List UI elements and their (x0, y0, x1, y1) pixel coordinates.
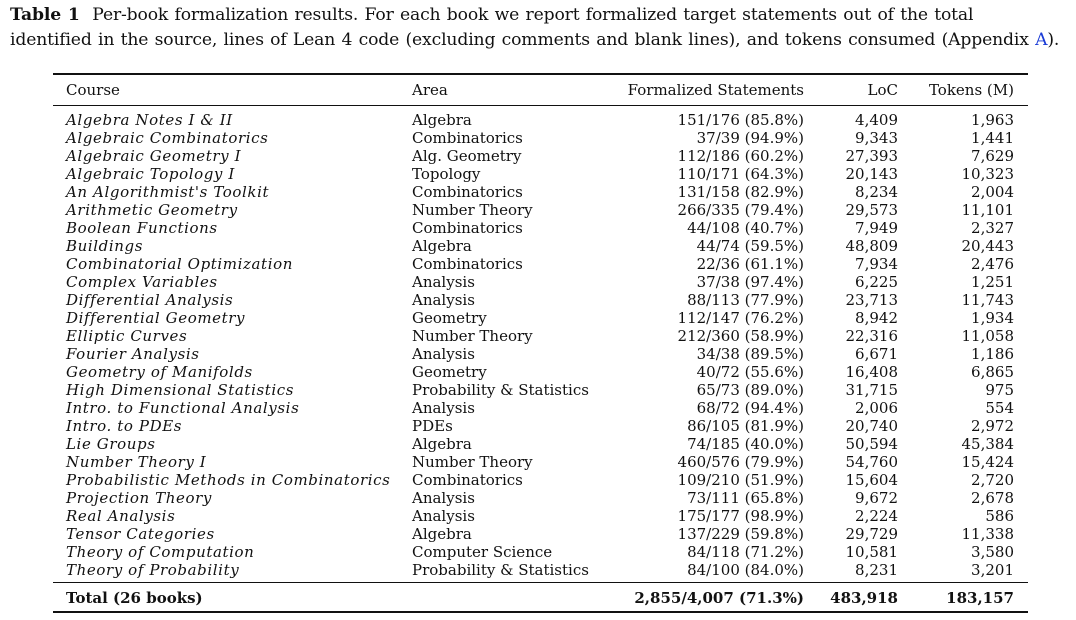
table-row-formalized-statements: 109/210 (51.9%) (677, 471, 804, 489)
table-row-course: Differential Analysis (66, 291, 234, 309)
table-row-course: Geometry of Manifolds (66, 363, 253, 381)
table-row-course: Projection Theory (66, 489, 212, 507)
table-row (53, 543, 1028, 561)
table-row-area: Algebra (412, 435, 472, 453)
table-row-tokens: 1,934 (971, 309, 1014, 327)
table-row (53, 453, 1028, 471)
table-row (53, 183, 1028, 201)
table-row-tokens: 975 (985, 381, 1014, 399)
table-row-formalized-statements: 175/177 (98.9%) (677, 507, 804, 525)
caption-text-1: Per-book formalization results. For each book we report formalized target statements out of the total (92, 5, 974, 25)
caption-end: ). (1047, 30, 1060, 50)
table-total (53, 589, 1028, 607)
table-row-tokens: 11,101 (961, 201, 1014, 219)
table-row-loc: 20,740 (845, 417, 898, 435)
table-row-area: Combinatorics (412, 129, 523, 147)
table-row-formalized-statements: 37/38 (97.4%) (696, 273, 804, 291)
table-row-area: Number Theory (412, 453, 533, 471)
table-row-formalized-statements: 88/113 (77.9%) (687, 291, 804, 309)
table-row-loc: 31,715 (845, 381, 898, 399)
table-row-area: Combinatorics (412, 255, 523, 273)
table-row-area: Topology (412, 165, 481, 183)
table-row-area: Probability & Statistics (412, 381, 589, 399)
table-row-area: Combinatorics (412, 219, 523, 237)
table-row (53, 471, 1028, 489)
table-row-tokens: 6,865 (971, 363, 1014, 381)
table-row-course: Real Analysis (66, 507, 176, 525)
table-row-tokens: 2,004 (971, 183, 1014, 201)
table-row (53, 561, 1028, 579)
table-row-loc: 23,713 (845, 291, 898, 309)
table-row-loc: 22,316 (845, 327, 898, 345)
table-row-loc: 9,343 (855, 129, 898, 147)
table-row-tokens: 3,580 (971, 543, 1014, 561)
header-rule (53, 105, 1028, 106)
table-row (53, 255, 1028, 273)
table-row-loc: 9,672 (855, 489, 898, 507)
table-row (53, 525, 1028, 543)
table-row-tokens: 1,963 (971, 111, 1014, 129)
table-row-course: Theory of Computation (66, 543, 255, 561)
table-row-course: Boolean Functions (66, 219, 218, 237)
table-row-area: Combinatorics (412, 471, 523, 489)
table-row-course: Intro. to PDEs (66, 417, 183, 435)
table-row-course: Probabilistic Methods in Combinatorics (66, 471, 391, 489)
table-row (53, 507, 1028, 525)
table-row-formalized-statements: 65/73 (89.0%) (696, 381, 804, 399)
column-header-course: Course (66, 81, 120, 99)
table-row-tokens: 586 (985, 507, 1014, 525)
table-row-tokens: 2,327 (971, 219, 1014, 237)
column-header (53, 81, 1028, 99)
table-row-loc: 15,604 (845, 471, 898, 489)
table-row-tokens: 554 (985, 399, 1014, 417)
table-row (53, 147, 1028, 165)
table-row-course: Differential Geometry (66, 309, 246, 327)
table-row-formalized-statements: 73/111 (65.8%) (687, 489, 804, 507)
total-row-tokens: 183,157 (946, 589, 1014, 607)
top-rule (53, 73, 1028, 75)
table-row-tokens: 2,678 (971, 489, 1014, 507)
column-header-tokens: Tokens (M) (928, 81, 1014, 99)
table-row-area: Number Theory (412, 201, 533, 219)
table-row (53, 129, 1028, 147)
table-row-course: Tensor Categories (66, 525, 215, 543)
table-row (53, 489, 1028, 507)
table-row-formalized-statements: 44/74 (59.5%) (696, 237, 804, 255)
caption-line-1 (10, 3, 1072, 28)
table-row-formalized-statements: 22/36 (61.1%) (696, 255, 804, 273)
table-row (53, 201, 1028, 219)
table-row (53, 219, 1028, 237)
table-row (53, 417, 1028, 435)
table-row-area: Analysis (412, 273, 475, 291)
table-row-course: High Dimensional Statistics (66, 381, 295, 399)
table-row (53, 381, 1028, 399)
table-row-loc: 7,934 (855, 255, 898, 273)
table-row-tokens: 3,201 (971, 561, 1014, 579)
table-row (53, 399, 1028, 417)
table-row-formalized-statements: 131/158 (82.9%) (677, 183, 804, 201)
table-row (53, 111, 1028, 129)
total-row-formalized-statements: 2,855/4,007 (71.3%) (634, 589, 804, 607)
table-row-formalized-statements: 460/576 (79.9%) (677, 453, 804, 471)
table-row-tokens: 11,058 (961, 327, 1014, 345)
appendix-link[interactable]: A (1035, 30, 1048, 50)
table-row-loc: 48,809 (845, 237, 898, 255)
table-row-course: Elliptic Curves (66, 327, 188, 345)
table-row-loc: 8,231 (855, 561, 898, 579)
table-row-area: Geometry (412, 309, 487, 327)
table-row-loc: 16,408 (845, 363, 898, 381)
table-row (53, 363, 1028, 381)
table-row-formalized-statements: 68/72 (94.4%) (696, 399, 804, 417)
table-row-formalized-statements: 86/105 (81.9%) (687, 417, 804, 435)
table-row (53, 165, 1028, 183)
table-row-loc: 50,594 (845, 435, 898, 453)
caption-line-2 (10, 28, 1072, 53)
table-row-course: Algebra Notes I & II (66, 111, 233, 129)
table-row-formalized-statements: 84/100 (84.0%) (687, 561, 804, 579)
table-row-area: Analysis (412, 507, 475, 525)
table-row-course: Algebraic Combinatorics (66, 129, 269, 147)
table-row-formalized-statements: 40/72 (55.6%) (696, 363, 804, 381)
table-row-tokens: 1,186 (971, 345, 1014, 363)
table-row-course: An Algorithmist's Toolkit (66, 183, 270, 201)
table-row-loc: 27,393 (845, 147, 898, 165)
table-row-loc: 2,224 (855, 507, 898, 525)
table-row-area: Combinatorics (412, 183, 523, 201)
table-row-loc: 29,573 (845, 201, 898, 219)
table-row-loc: 6,225 (855, 273, 898, 291)
table-caption (10, 3, 1072, 53)
table-row-tokens: 1,251 (971, 273, 1014, 291)
column-header-loc: LoC (867, 81, 898, 99)
total-row (53, 589, 1028, 607)
table-row-tokens: 10,323 (961, 165, 1014, 183)
table-row-tokens: 2,476 (971, 255, 1014, 273)
table-row (53, 345, 1028, 363)
table-row-course: Algebraic Topology I (66, 165, 235, 183)
table-body (53, 111, 1028, 579)
table-row-formalized-statements: 44/108 (40.7%) (687, 219, 804, 237)
table-row-tokens: 7,629 (971, 147, 1014, 165)
table-row-tokens: 11,338 (961, 525, 1014, 543)
table-row-loc: 6,671 (855, 345, 898, 363)
table-row-course: Combinatorial Optimization (66, 255, 293, 273)
table-row-formalized-statements: 212/360 (58.9%) (677, 327, 804, 345)
table-row-area: Probability & Statistics (412, 561, 589, 579)
table-row-course: Complex Variables (66, 273, 218, 291)
bottom-rule (53, 611, 1028, 613)
table-row-course: Intro. to Functional Analysis (66, 399, 300, 417)
table-row-course: Arithmetic Geometry (66, 201, 238, 219)
table-row-course: Theory of Probability (66, 561, 240, 579)
table-row-tokens: 11,743 (961, 291, 1014, 309)
table-row-loc: 20,143 (845, 165, 898, 183)
table-row-tokens: 2,972 (971, 417, 1014, 435)
table-row (53, 309, 1028, 327)
table-row (53, 291, 1028, 309)
table-row-formalized-statements: 137/229 (59.8%) (677, 525, 804, 543)
table-row-tokens: 15,424 (961, 453, 1014, 471)
table-row-course: Fourier Analysis (66, 345, 200, 363)
table-row-course: Buildings (66, 237, 144, 255)
table-row-formalized-statements: 112/147 (76.2%) (677, 309, 804, 327)
table-row-formalized-statements: 110/171 (64.3%) (677, 165, 804, 183)
table-row-area: Algebra (412, 525, 472, 543)
table-row-area: Alg. Geometry (412, 147, 522, 165)
table-row-area: Analysis (412, 345, 475, 363)
caption-text-2: identified in the source, lines of Lean 4 code (excluding comments and blank lines), and tokens consumed (Appendix (10, 30, 1036, 50)
table-row-area: Computer Science (412, 543, 553, 561)
table-row (53, 237, 1028, 255)
table-row (53, 435, 1028, 453)
table-row-area: Algebra (412, 237, 472, 255)
table-row-area: Number Theory (412, 327, 533, 345)
table-row-course: Number Theory I (66, 453, 207, 471)
table-row-loc: 2,006 (855, 399, 898, 417)
table-row-formalized-statements: 84/118 (71.2%) (687, 543, 804, 561)
total-rule (53, 582, 1028, 583)
table-row-formalized-statements: 37/39 (94.9%) (696, 129, 804, 147)
table-row-loc: 7,949 (855, 219, 898, 237)
table-row-course: Lie Groups (66, 435, 156, 453)
table-row-formalized-statements: 34/38 (89.5%) (696, 345, 804, 363)
table-row-loc: 54,760 (845, 453, 898, 471)
table-row-tokens: 2,720 (971, 471, 1014, 489)
table-row-area: PDEs (412, 417, 453, 435)
table-row-tokens: 20,443 (961, 237, 1014, 255)
table-row-loc: 29,729 (845, 525, 898, 543)
table-row-area: Analysis (412, 399, 475, 417)
table-row-loc: 4,409 (855, 111, 898, 129)
table-row-area: Geometry (412, 363, 487, 381)
table-row-loc: 8,942 (855, 309, 898, 327)
table-header (53, 81, 1028, 99)
table-row-formalized-statements: 74/185 (40.0%) (687, 435, 804, 453)
table-row-tokens: 45,384 (961, 435, 1014, 453)
table-row-area: Analysis (412, 489, 475, 507)
table-row-course: Algebraic Geometry I (66, 147, 242, 165)
table-row-tokens: 1,441 (971, 129, 1014, 147)
table-row (53, 273, 1028, 291)
table-row-loc: 8,234 (855, 183, 898, 201)
column-header-formalized-statements: Formalized Statements (627, 81, 804, 99)
total-row-course: Total (26 books) (66, 589, 203, 607)
total-row-loc: 483,918 (830, 589, 898, 607)
table-row (53, 327, 1028, 345)
table-row-formalized-statements: 151/176 (85.8%) (677, 111, 804, 129)
table-row-formalized-statements: 112/186 (60.2%) (677, 147, 804, 165)
table-row-area: Analysis (412, 291, 475, 309)
table-label: Table 1 (10, 5, 80, 25)
column-header-area: Area (412, 81, 448, 99)
table-row-loc: 10,581 (845, 543, 898, 561)
table-row-formalized-statements: 266/335 (79.4%) (677, 201, 804, 219)
table-row-area: Algebra (412, 111, 472, 129)
